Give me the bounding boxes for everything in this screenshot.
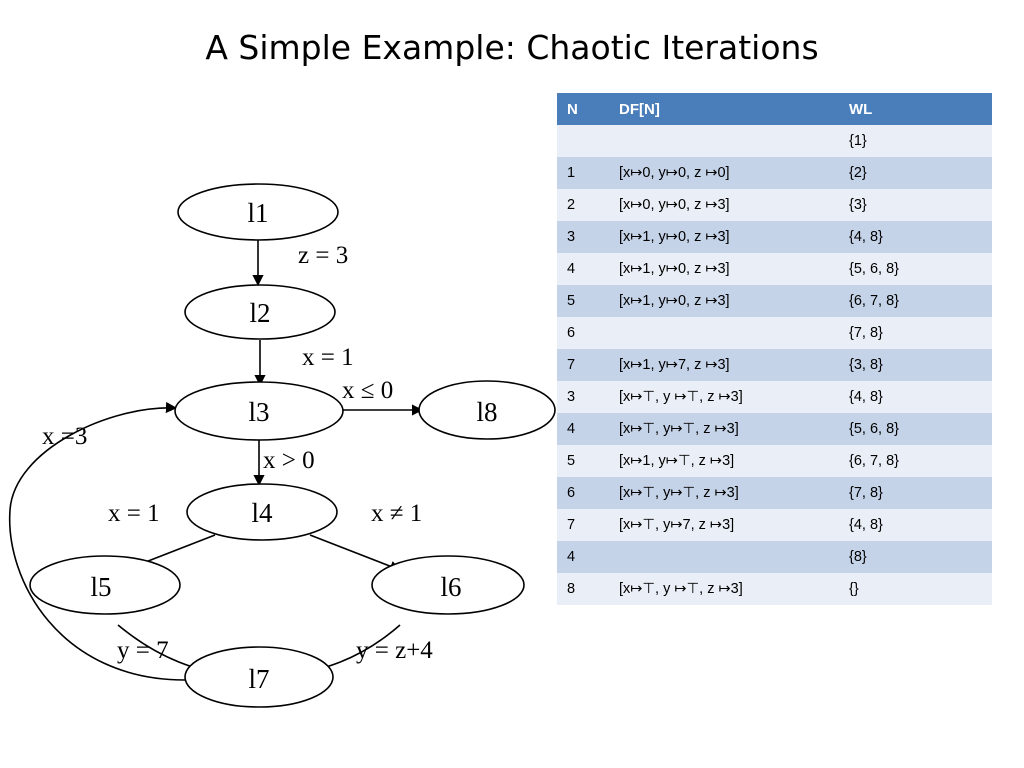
control-flow-graph	[0, 80, 560, 740]
edge-label-l3-l8: x ≤ 0	[342, 377, 394, 404]
cell-wl: {8}	[839, 541, 992, 573]
cell-n: 4	[557, 541, 609, 573]
node-l8-label: l8	[476, 397, 498, 427]
cell-n: 4	[557, 253, 609, 285]
cell-wl: {7, 8}	[839, 477, 992, 509]
table-row	[557, 157, 992, 189]
edge-label-l5-l7: y = 7	[117, 637, 169, 664]
page-title: A Simple Example: Chaotic Iterations	[205, 28, 819, 67]
cell-df: [x↦1, y↦0, z ↦3]	[609, 221, 839, 253]
graph-nodes	[30, 184, 555, 707]
table-row	[557, 541, 992, 573]
cell-df: [x↦1, y↦7, z ↦3]	[609, 349, 839, 381]
edge-label-l4-l5: x = 1	[108, 500, 160, 527]
cell-n: 5	[557, 445, 609, 477]
edge-label-l4-l6: x ≠ 1	[371, 500, 423, 527]
table-row	[557, 573, 992, 605]
cell-wl: {3, 8}	[839, 349, 992, 381]
table-row	[557, 445, 992, 477]
cell-n: 5	[557, 285, 609, 317]
cell-n: 4	[557, 413, 609, 445]
node-l1-label: l1	[247, 198, 269, 228]
cell-wl: {4, 8}	[839, 221, 992, 253]
table-row	[557, 317, 992, 349]
cell-df	[609, 317, 839, 349]
table-row	[557, 253, 992, 285]
edge-l4-l6	[310, 535, 400, 570]
cell-df: [x↦1, y↦0, z ↦3]	[609, 253, 839, 285]
cell-wl: {6, 7, 8}	[839, 285, 992, 317]
edge-label-l1-l2: z = 3	[298, 242, 349, 269]
cell-df: [x↦0, y↦0, z ↦3]	[609, 189, 839, 221]
cell-n: 6	[557, 317, 609, 349]
column-header-n: N	[557, 93, 609, 125]
cell-n: 6	[557, 477, 609, 509]
cell-wl: {2}	[839, 157, 992, 189]
cell-n: 3	[557, 221, 609, 253]
cell-df	[609, 125, 839, 157]
column-header-wl: WL	[839, 93, 992, 125]
node-l6-label: l6	[440, 572, 462, 602]
worklist-table-container	[557, 93, 992, 605]
node-l2-label: l2	[249, 298, 271, 328]
cell-n: 7	[557, 349, 609, 381]
edge-label-l2-l3: x = 1	[302, 344, 354, 371]
cell-wl: {1}	[839, 125, 992, 157]
cell-df: [x↦⊤, y↦⊤, z ↦3]	[609, 413, 839, 445]
node-l5-label: l5	[90, 572, 112, 602]
cell-df: [x↦0, y↦0, z ↦0]	[609, 157, 839, 189]
table-header-row	[557, 93, 992, 125]
cell-wl: {5, 6, 8}	[839, 253, 992, 285]
table-row	[557, 381, 992, 413]
cell-wl: {5, 6, 8}	[839, 413, 992, 445]
node-l4-label: l4	[251, 498, 273, 528]
cell-df: [x↦⊤, y ↦⊤, z ↦3]	[609, 381, 839, 413]
table-row	[557, 285, 992, 317]
cell-df: [x↦⊤, y↦7, z ↦3]	[609, 509, 839, 541]
cell-df: [x↦1, y↦0, z ↦3]	[609, 285, 839, 317]
cell-df: [x↦⊤, y↦⊤, z ↦3]	[609, 477, 839, 509]
cell-df	[609, 541, 839, 573]
edge-label-l3-l4: x > 0	[263, 447, 315, 474]
table-row	[557, 477, 992, 509]
table-row	[557, 349, 992, 381]
cell-df: [x↦⊤, y ↦⊤, z ↦3]	[609, 573, 839, 605]
cell-n: 3	[557, 381, 609, 413]
column-header-df: DF[N]	[609, 93, 839, 125]
table-row	[557, 413, 992, 445]
cell-wl: {4, 8}	[839, 509, 992, 541]
cell-wl: {4, 8}	[839, 381, 992, 413]
cell-n: 2	[557, 189, 609, 221]
cell-n: 1	[557, 157, 609, 189]
cell-wl: {}	[839, 573, 992, 605]
cell-wl: {7, 8}	[839, 317, 992, 349]
cell-df: [x↦1, y↦⊤, z ↦3]	[609, 445, 839, 477]
node-l3-label: l3	[248, 397, 270, 427]
table-row	[557, 509, 992, 541]
table-row	[557, 221, 992, 253]
cell-n: 7	[557, 509, 609, 541]
cell-wl: {6, 7, 8}	[839, 445, 992, 477]
table-body	[557, 125, 992, 605]
table-row	[557, 189, 992, 221]
edge-label-l6-l7: y = z+4	[356, 637, 433, 664]
table-row	[557, 125, 992, 157]
cell-n: 8	[557, 573, 609, 605]
cell-wl: {3}	[839, 189, 992, 221]
edge-label-l7-l3: x =3	[42, 423, 88, 450]
node-l7-label: l7	[248, 664, 270, 694]
worklist-table	[557, 93, 992, 605]
cell-n	[557, 125, 609, 157]
